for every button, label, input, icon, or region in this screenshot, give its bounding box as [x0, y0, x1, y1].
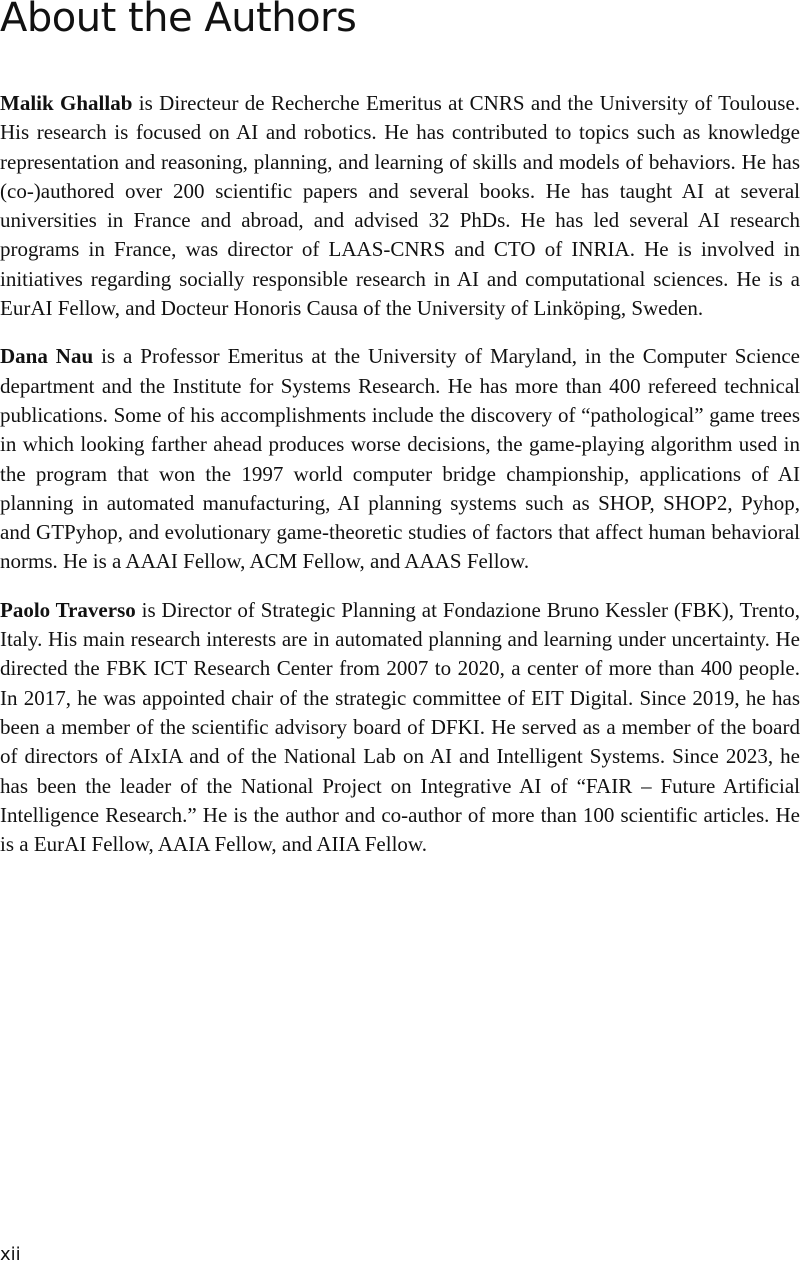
author-bio-nau: [0, 342, 800, 576]
author-bio-text: is a Professor Emeritus at the University of Maryland, in the Computer Science department and the Institute for Systems Research. He has more than 400 refereed technical publications. Some of his accomplishments include the discovery of “pathological” game trees in which looking farther ahead produces worse decisions, the game-playing algorithm used in the program that won the 1997 world computer bridge championship, applications of AI planning in automated manufacturing, AI planning systems such as SHOP, SHOP2, Pyhop, and GTPyhop, and evolutionary game-theoretic studies of factors that affect human behavioral norms. He is a AAAI Fellow, ACM Fellow, and AAAS Fellow.: [0, 344, 800, 574]
page-title: About the Authors: [0, 0, 357, 41]
author-bio-text: is Directeur de Recherche Emeritus at CNRS and the University of Toulouse. His research is focused on AI and robotics. He has contributed to topics such as knowledge representation and reasoning, planning, and learning of skills and models of behaviors. He has (co-)authored over 200 scientific papers and several books. He has taught AI at several universities in France and abroad, and advised 32 PhDs. He has led several AI research programs in France, was director of LAAS-CNRS and CTO of INRIA. He is involved in initiatives regarding socially responsible research in AI and computational sciences. He is a EurAI Fellow, and Docteur Honoris Causa of the University of Linköping, Sweden.: [0, 91, 800, 321]
author-bio-text: is Director of Strategic Planning at Fondazione Bruno Kessler (FBK), Trento, Italy. His main research interests are in automated planning and learning under uncertainty. He directed the FBK ICT Research Center from 2007 to 2020, a center of more than 400 people. In 2017, he was appointed chair of the strategic committee of EIT Digital. Since 2019, he has been a member of the scientific advisory board of DFKI. He served as a member of the board of directors of AIxIA and of the National Lab on AI and Intelligent Systems. Since 2023, he has been the leader of the National Project on Integrative AI of “FAIR – Future Artificial Intelligence Research.” He is the author and co-author of more than 100 scientific articles. He is a EurAI Fellow, AAIA Fellow, and AIIA Fellow.: [0, 597, 800, 857]
author-bio-ghallab: [0, 89, 800, 323]
author-name: Malik Ghallab: [0, 91, 133, 115]
author-bios: [0, 89, 800, 878]
author-name: Dana Nau: [0, 344, 94, 369]
author-bio-traverso: [0, 596, 800, 860]
page-number: xii: [0, 1244, 21, 1265]
author-name: Paolo Traverso: [0, 597, 136, 622]
